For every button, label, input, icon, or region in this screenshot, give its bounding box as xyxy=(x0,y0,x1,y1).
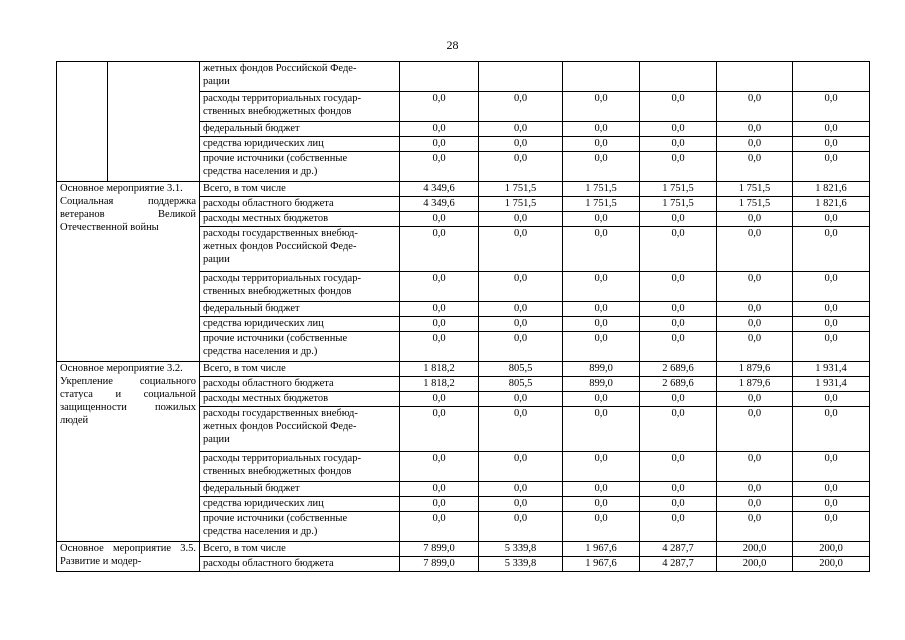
value-cell-3: 1 967,6 xyxy=(563,557,640,572)
value-cell-4: 0,0 xyxy=(640,152,717,182)
funding-source-cell: федеральный бюджет xyxy=(200,302,400,317)
funding-source-cell: расходы территориальных государ- ственных внебюджетных фондов xyxy=(200,272,400,302)
value-cell-5: 0,0 xyxy=(717,452,793,482)
value-cell-4: 1 751,5 xyxy=(640,197,717,212)
value-cell-2: 5 339,8 xyxy=(479,542,563,557)
value-cell-4 xyxy=(640,62,717,92)
value-cell-6: 0,0 xyxy=(793,122,870,137)
funding-source-cell: расходы территориальных государ- ственных внебюджетных фондов xyxy=(200,92,400,122)
value-cell-3 xyxy=(563,62,640,92)
value-cell-5: 1 751,5 xyxy=(717,182,793,197)
value-cell-4: 4 287,7 xyxy=(640,542,717,557)
table-row xyxy=(57,542,870,557)
funding-source-cell: расходы государственных внебюд- жетных фондов Российской Феде- рации xyxy=(200,407,400,452)
value-cell-6: 1 931,4 xyxy=(793,377,870,392)
value-cell-3: 1 751,5 xyxy=(563,197,640,212)
value-cell-5: 0,0 xyxy=(717,332,793,362)
value-cell-6: 0,0 xyxy=(793,302,870,317)
value-cell-3: 0,0 xyxy=(563,137,640,152)
value-cell-2: 0,0 xyxy=(479,302,563,317)
value-cell-4: 0,0 xyxy=(640,332,717,362)
table-row xyxy=(57,182,870,197)
value-cell-1: 1 818,2 xyxy=(400,362,479,377)
value-cell-2: 0,0 xyxy=(479,122,563,137)
measure-cell: Основное мероприятие 3.2. Укрепление социального статуса и социальной защищенности пожилых людей xyxy=(57,362,200,542)
value-cell-4: 0,0 xyxy=(640,272,717,302)
measure-cell xyxy=(57,62,108,182)
funding-source-cell: федеральный бюджет xyxy=(200,482,400,497)
funding-source-cell: расходы местных бюджетов xyxy=(200,392,400,407)
measure-cell: Основное мероприятие 3.1. Социальная поддержка ветеранов Великой Отечественной войны xyxy=(57,182,200,362)
value-cell-6: 0,0 xyxy=(793,512,870,542)
value-cell-4: 0,0 xyxy=(640,137,717,152)
funding-source-cell: Всего, в том числе xyxy=(200,182,400,197)
value-cell-2: 805,5 xyxy=(479,377,563,392)
value-cell-5: 0,0 xyxy=(717,227,793,272)
value-cell-1: 0,0 xyxy=(400,152,479,182)
value-cell-5: 200,0 xyxy=(717,542,793,557)
value-cell-4: 1 751,5 xyxy=(640,182,717,197)
value-cell-3: 0,0 xyxy=(563,482,640,497)
value-cell-4: 0,0 xyxy=(640,452,717,482)
value-cell-1: 0,0 xyxy=(400,452,479,482)
value-cell-4: 0,0 xyxy=(640,317,717,332)
funding-source-cell: расходы областного бюджета xyxy=(200,557,400,572)
value-cell-6: 0,0 xyxy=(793,272,870,302)
funding-source-cell: прочие источники (собственные средства населения и др.) xyxy=(200,332,400,362)
subprogram-cell xyxy=(108,62,200,182)
value-cell-4: 0,0 xyxy=(640,512,717,542)
value-cell-3: 0,0 xyxy=(563,452,640,482)
value-cell-1: 0,0 xyxy=(400,482,479,497)
value-cell-3: 0,0 xyxy=(563,92,640,122)
table-row xyxy=(57,362,870,377)
value-cell-1: 0,0 xyxy=(400,407,479,452)
value-cell-1: 0,0 xyxy=(400,497,479,512)
value-cell-1: 0,0 xyxy=(400,332,479,362)
value-cell-4: 2 689,6 xyxy=(640,362,717,377)
value-cell-3: 0,0 xyxy=(563,302,640,317)
value-cell-3: 0,0 xyxy=(563,122,640,137)
funding-source-cell: расходы территориальных государ- ственных внебюджетных фондов xyxy=(200,452,400,482)
table-row xyxy=(57,62,870,92)
funding-source-cell: средства юридических лиц xyxy=(200,497,400,512)
value-cell-1: 0,0 xyxy=(400,92,479,122)
value-cell-2: 5 339,8 xyxy=(479,557,563,572)
value-cell-4: 2 689,6 xyxy=(640,377,717,392)
funding-source-cell: Всего, в том числе xyxy=(200,542,400,557)
value-cell-3: 0,0 xyxy=(563,317,640,332)
value-cell-5: 0,0 xyxy=(717,407,793,452)
value-cell-5: 0,0 xyxy=(717,497,793,512)
value-cell-5: 0,0 xyxy=(717,212,793,227)
funding-source-cell: средства юридических лиц xyxy=(200,137,400,152)
value-cell-3: 0,0 xyxy=(563,227,640,272)
value-cell-3: 0,0 xyxy=(563,392,640,407)
value-cell-2: 0,0 xyxy=(479,497,563,512)
value-cell-5: 0,0 xyxy=(717,152,793,182)
value-cell-6: 0,0 xyxy=(793,452,870,482)
value-cell-4: 0,0 xyxy=(640,92,717,122)
value-cell-5: 200,0 xyxy=(717,557,793,572)
value-cell-2: 1 751,5 xyxy=(479,197,563,212)
value-cell-5: 0,0 xyxy=(717,392,793,407)
value-cell-5: 1 879,6 xyxy=(717,377,793,392)
value-cell-4: 0,0 xyxy=(640,122,717,137)
funding-source-cell: расходы государственных внебюд- жетных фондов Российской Феде- рации xyxy=(200,227,400,272)
value-cell-6: 200,0 xyxy=(793,557,870,572)
value-cell-3: 0,0 xyxy=(563,497,640,512)
value-cell-2: 0,0 xyxy=(479,272,563,302)
value-cell-5: 0,0 xyxy=(717,317,793,332)
value-cell-6: 0,0 xyxy=(793,497,870,512)
value-cell-6: 0,0 xyxy=(793,152,870,182)
value-cell-5: 0,0 xyxy=(717,512,793,542)
value-cell-6: 0,0 xyxy=(793,407,870,452)
value-cell-2: 1 751,5 xyxy=(479,182,563,197)
value-cell-6 xyxy=(793,62,870,92)
value-cell-3: 899,0 xyxy=(563,362,640,377)
value-cell-5: 0,0 xyxy=(717,122,793,137)
value-cell-4: 0,0 xyxy=(640,227,717,272)
value-cell-1: 0,0 xyxy=(400,227,479,272)
value-cell-4: 0,0 xyxy=(640,302,717,317)
value-cell-6: 200,0 xyxy=(793,542,870,557)
value-cell-5: 0,0 xyxy=(717,272,793,302)
value-cell-6: 0,0 xyxy=(793,92,870,122)
value-cell-5 xyxy=(717,62,793,92)
value-cell-2: 0,0 xyxy=(479,482,563,497)
value-cell-1 xyxy=(400,62,479,92)
value-cell-3: 0,0 xyxy=(563,212,640,227)
value-cell-6: 0,0 xyxy=(793,332,870,362)
value-cell-1: 0,0 xyxy=(400,512,479,542)
funding-source-cell: прочие источники (собственные средства населения и др.) xyxy=(200,512,400,542)
value-cell-4: 0,0 xyxy=(640,482,717,497)
value-cell-2: 0,0 xyxy=(479,512,563,542)
value-cell-3: 0,0 xyxy=(563,512,640,542)
value-cell-3: 0,0 xyxy=(563,407,640,452)
value-cell-2: 0,0 xyxy=(479,452,563,482)
value-cell-1: 0,0 xyxy=(400,122,479,137)
funding-source-cell: средства юридических лиц xyxy=(200,317,400,332)
funding-source-cell: Всего, в том числе xyxy=(200,362,400,377)
value-cell-4: 0,0 xyxy=(640,392,717,407)
value-cell-3: 0,0 xyxy=(563,272,640,302)
measure-cell: Основное мероприятие 3.5. Развитие и модер- xyxy=(57,542,200,572)
value-cell-3: 0,0 xyxy=(563,332,640,362)
value-cell-4: 0,0 xyxy=(640,212,717,227)
value-cell-1: 0,0 xyxy=(400,137,479,152)
value-cell-2: 0,0 xyxy=(479,227,563,272)
value-cell-1: 0,0 xyxy=(400,272,479,302)
value-cell-2: 0,0 xyxy=(479,92,563,122)
value-cell-5: 1 879,6 xyxy=(717,362,793,377)
funding-source-cell: жетных фондов Российской Феде- рации xyxy=(200,62,400,92)
value-cell-2: 0,0 xyxy=(479,392,563,407)
value-cell-3: 1 751,5 xyxy=(563,182,640,197)
value-cell-2: 805,5 xyxy=(479,362,563,377)
funding-source-cell: расходы местных бюджетов xyxy=(200,212,400,227)
value-cell-5: 0,0 xyxy=(717,92,793,122)
value-cell-1: 0,0 xyxy=(400,302,479,317)
value-cell-6: 0,0 xyxy=(793,317,870,332)
funding-source-cell: прочие источники (собственные средства населения и др.) xyxy=(200,152,400,182)
value-cell-6: 1 821,6 xyxy=(793,182,870,197)
value-cell-5: 1 751,5 xyxy=(717,197,793,212)
value-cell-6: 0,0 xyxy=(793,227,870,272)
value-cell-5: 0,0 xyxy=(717,482,793,497)
value-cell-1: 7 899,0 xyxy=(400,557,479,572)
value-cell-5: 0,0 xyxy=(717,302,793,317)
value-cell-2: 0,0 xyxy=(479,212,563,227)
value-cell-4: 0,0 xyxy=(640,407,717,452)
value-cell-2: 0,0 xyxy=(479,407,563,452)
value-cell-6: 0,0 xyxy=(793,212,870,227)
value-cell-1: 0,0 xyxy=(400,212,479,227)
value-cell-5: 0,0 xyxy=(717,137,793,152)
value-cell-4: 0,0 xyxy=(640,497,717,512)
value-cell-1: 0,0 xyxy=(400,317,479,332)
value-cell-3: 899,0 xyxy=(563,377,640,392)
value-cell-2: 0,0 xyxy=(479,137,563,152)
funding-source-cell: расходы областного бюджета xyxy=(200,197,400,212)
budget-table xyxy=(56,61,870,572)
value-cell-1: 7 899,0 xyxy=(400,542,479,557)
value-cell-6: 0,0 xyxy=(793,482,870,497)
value-cell-6: 0,0 xyxy=(793,392,870,407)
value-cell-2: 0,0 xyxy=(479,317,563,332)
value-cell-6: 0,0 xyxy=(793,137,870,152)
value-cell-2 xyxy=(479,62,563,92)
value-cell-2: 0,0 xyxy=(479,332,563,362)
value-cell-6: 1 931,4 xyxy=(793,362,870,377)
value-cell-2: 0,0 xyxy=(479,152,563,182)
value-cell-1: 1 818,2 xyxy=(400,377,479,392)
funding-source-cell: расходы областного бюджета xyxy=(200,377,400,392)
funding-source-cell: федеральный бюджет xyxy=(200,122,400,137)
value-cell-1: 0,0 xyxy=(400,392,479,407)
value-cell-3: 1 967,6 xyxy=(563,542,640,557)
value-cell-6: 1 821,6 xyxy=(793,197,870,212)
page-number: 28 xyxy=(446,38,459,52)
value-cell-4: 4 287,7 xyxy=(640,557,717,572)
value-cell-1: 4 349,6 xyxy=(400,197,479,212)
value-cell-3: 0,0 xyxy=(563,152,640,182)
value-cell-1: 4 349,6 xyxy=(400,182,479,197)
